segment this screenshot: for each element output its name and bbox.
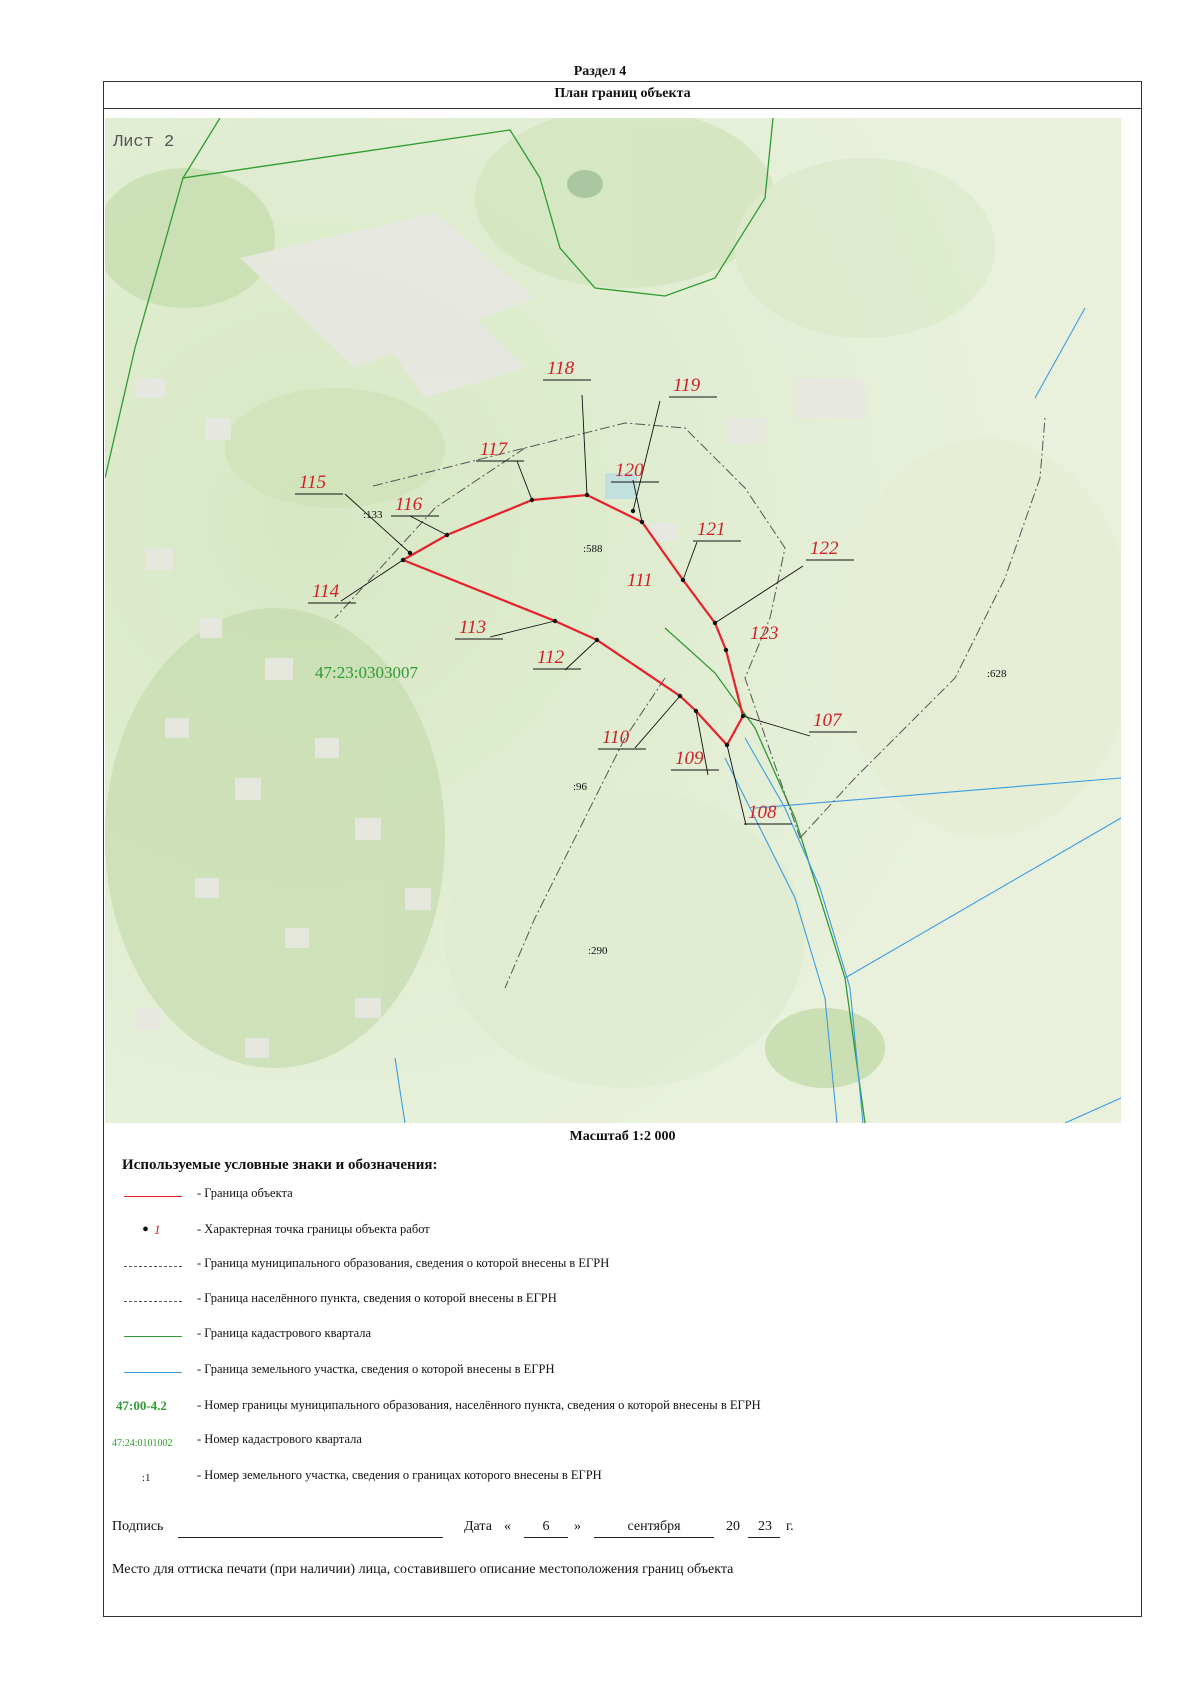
legend-text: - Характерная точка границы объекта работ <box>197 1222 430 1236</box>
parcel-label-96: :96 <box>573 781 588 793</box>
point-label-119: 119 <box>673 375 701 396</box>
vertex-112 <box>595 638 599 642</box>
signature-row <box>112 1517 1132 1541</box>
point-label-112: 112 <box>537 647 565 668</box>
parcel-number-swatch: :1 <box>142 1472 151 1484</box>
vertex-108 <box>725 743 729 747</box>
settlement-boundary-swatch <box>124 1301 182 1302</box>
point-label-110: 110 <box>602 727 630 748</box>
legend-item-object-boundary <box>104 1182 1134 1210</box>
parcel-boundary-swatch <box>124 1372 182 1373</box>
object-label: 111 <box>627 570 653 591</box>
legend-item-point <box>104 1218 1134 1246</box>
scale-label: Масштаб 1:2 000 <box>569 1129 676 1144</box>
point-label-115: 115 <box>299 472 327 493</box>
legend-item-municipal-number <box>104 1394 1134 1422</box>
legend-text: - Граница кадастрового квартала <box>197 1326 372 1340</box>
vertex-123 <box>724 648 728 652</box>
point-label-108: 108 <box>748 802 777 823</box>
date-century: 20 <box>726 1519 740 1534</box>
signature-label: Подпись <box>112 1519 164 1534</box>
legend-item-municipal <box>104 1252 1134 1280</box>
point-label-114: 114 <box>312 581 340 602</box>
legend-item-parcel <box>104 1358 1134 1386</box>
legend-text: - Граница земельного участка, сведения о которой внесены в ЕГРН <box>197 1362 555 1376</box>
point-label-109: 109 <box>675 748 704 769</box>
date-open-quote: « <box>504 1519 511 1534</box>
parcel-label-133: :133 <box>363 509 383 521</box>
plan-title: План границ объекта <box>104 82 1141 109</box>
point-label-120: 120 <box>615 460 644 481</box>
vertex-120 <box>640 520 644 524</box>
date-label: Дата <box>464 1519 492 1534</box>
legend-text: - Номер кадастрового квартала <box>197 1432 362 1446</box>
date-month: сентября <box>627 1519 681 1534</box>
sheet-label: Лист 2 <box>113 133 175 152</box>
legend-title: Используемые условные знаки и обозначения: <box>122 1157 438 1173</box>
date-day: 6 <box>542 1519 550 1534</box>
document-frame <box>103 81 1142 1617</box>
legend-text: - Номер земельного участка, сведения о границах которого внесены в ЕГРН <box>197 1468 602 1482</box>
object-boundary-swatch <box>124 1196 182 1197</box>
legend-item-quarter <box>104 1322 1134 1350</box>
day-underline <box>524 1537 568 1538</box>
vertex-115 <box>408 551 412 555</box>
point-label-123: 123 <box>750 623 779 644</box>
month-underline <box>594 1537 714 1538</box>
point-label-121: 121 <box>697 519 726 540</box>
legend-text: - Граница муниципального образования, сведения о которой внесены в ЕГРН <box>197 1256 610 1270</box>
parcel-label-588: :588 <box>583 543 603 555</box>
legend-text: - Граница объекта <box>197 1186 293 1200</box>
vertex-117 <box>530 498 534 502</box>
quarter-number-label: 47:23:0303007 <box>315 663 418 682</box>
parcel-label-628: :628 <box>987 668 1007 680</box>
vertex-119 <box>631 509 635 513</box>
point-label-116: 116 <box>395 494 423 515</box>
section-title: Раздел 4 <box>573 64 627 79</box>
vertex-118 <box>585 493 589 497</box>
vertex-116 <box>445 533 449 537</box>
legend-item-quarter-number <box>104 1428 1134 1456</box>
vertex-110 <box>678 694 682 698</box>
municipal-boundary-swatch <box>124 1266 182 1267</box>
boundary-map <box>105 118 1121 1123</box>
point-label-118: 118 <box>547 358 575 379</box>
pond <box>567 170 603 198</box>
parcel-label-290: :290 <box>588 945 608 957</box>
legend-text: - Граница населённого пункта, сведения о которой внесены в ЕГРН <box>197 1291 557 1305</box>
stamp-note: Место для оттиска печати (при наличии) лица, составившего описание местоположения границ объекта <box>112 1562 734 1577</box>
vertex-113 <box>553 619 557 623</box>
date-close-quote: » <box>574 1519 581 1534</box>
point-swatch-label: 1 <box>154 1222 161 1237</box>
map-canvas <box>105 118 1121 1123</box>
point-label-122: 122 <box>810 538 839 559</box>
vertex-121 <box>681 578 685 582</box>
vertex-122 <box>713 621 717 625</box>
legend-text: - Номер границы муниципального образования, населённого пункта, сведения о которой внесены в ЕГРН <box>197 1398 761 1412</box>
vertex-107 <box>741 714 745 718</box>
point-label-107: 107 <box>813 710 842 731</box>
date-year-suffix: г. <box>786 1519 794 1534</box>
point-label-113: 113 <box>459 617 487 638</box>
point-label-117: 117 <box>480 439 508 460</box>
point-swatch: • 1 <box>142 1219 161 1241</box>
vertex-109 <box>694 709 698 713</box>
municipal-number-swatch: 47:00-4.2 <box>116 1398 167 1413</box>
legend-item-settlement <box>104 1287 1134 1315</box>
legend-item-parcel-number <box>104 1464 1134 1492</box>
year-underline <box>748 1537 780 1538</box>
quarter-boundary-swatch <box>124 1336 182 1337</box>
signature-line[interactable] <box>178 1537 443 1538</box>
quarter-number-swatch: 47:24:0101002 <box>112 1438 173 1449</box>
vertex-114 <box>401 558 405 562</box>
date-year: 23 <box>758 1519 772 1534</box>
